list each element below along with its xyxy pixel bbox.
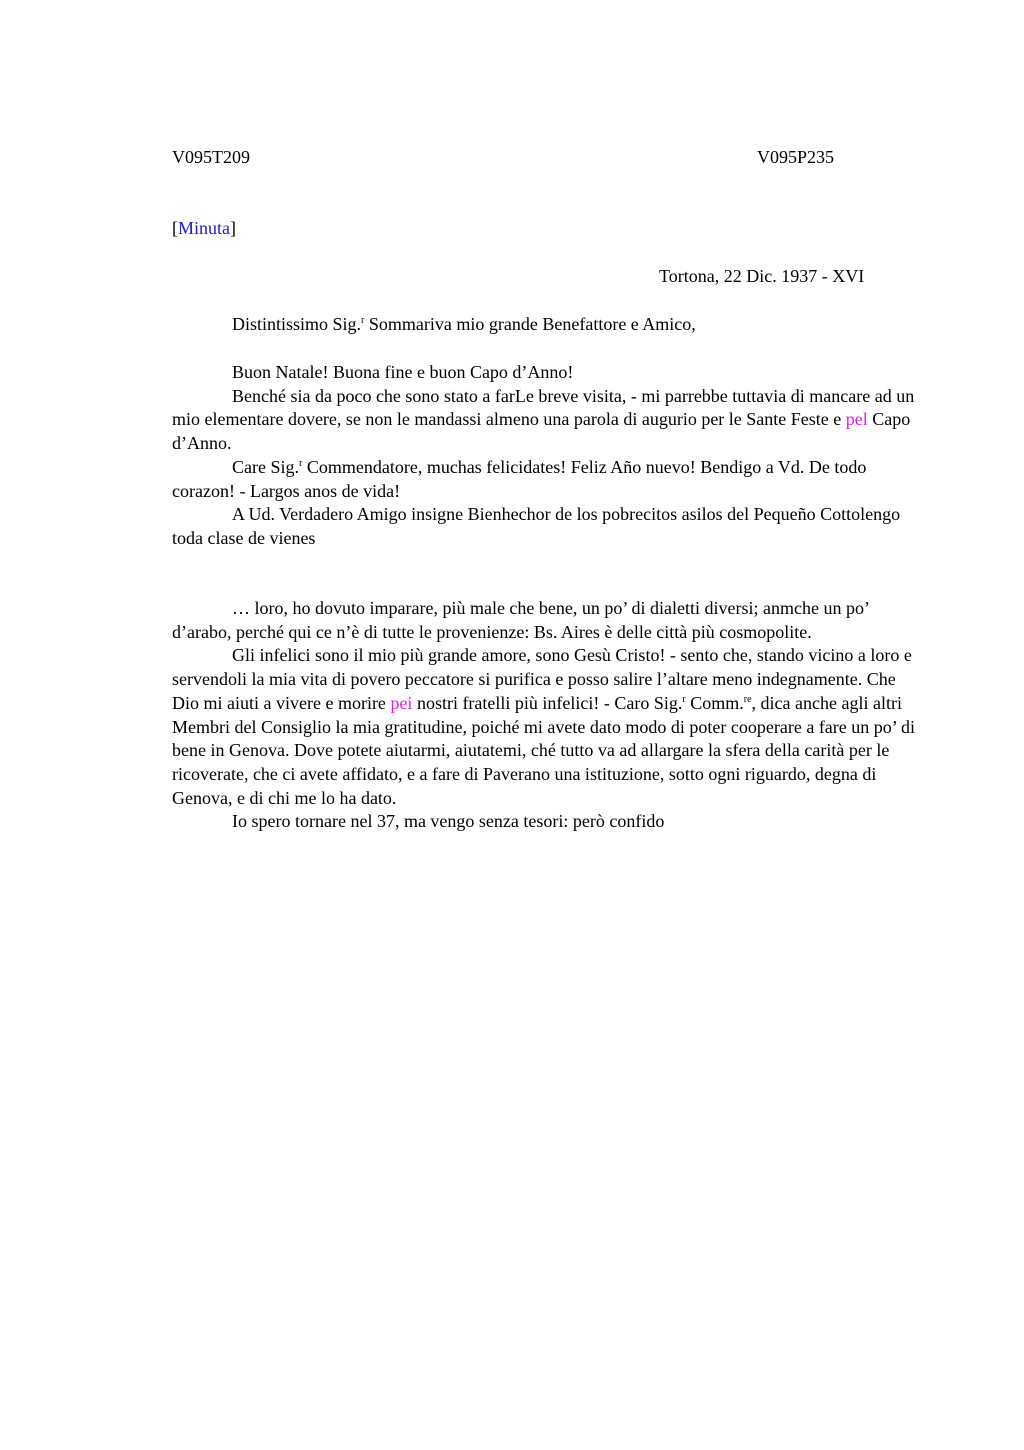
letter-body-part-2 xyxy=(172,597,926,834)
paragraph-5: … loro, ho dovuto imparare, più male che bene, un po’ di dialetti diversi; anmche un po’ d’arabo, perché qui ce n’è di tutte le provenienze: Bs. Aires è delle città più cosmopolite. xyxy=(172,598,869,642)
paragraph-3-text-a: Care Sig. xyxy=(232,456,299,477)
document-code-left: V095T209 xyxy=(172,147,250,167)
salutation-sup: r xyxy=(361,315,365,326)
minuta-open-bracket: [ xyxy=(172,218,178,238)
paragraph-1: Buon Natale! Buona fine e buon Capo d’Anno! xyxy=(232,362,574,382)
paragraph-7: Io spero tornare nel 37, ma vengo senza tesori: però confido xyxy=(232,811,665,832)
minuta-word: Minuta xyxy=(178,218,230,238)
salutation xyxy=(172,313,926,337)
paragraph-6-text-c: Comm. xyxy=(685,692,744,713)
salutation-text-a: Distintissimo Sig. xyxy=(232,314,362,334)
paragraph-6-text-b: nostri fratelli più infelici! - Caro Sig. xyxy=(412,692,683,713)
salutation-text-b: Sommariva mio grande Benefattore e Amico, xyxy=(364,314,696,334)
paragraph-3-sup: r xyxy=(299,457,303,469)
paragraph-2-text-b: Capo d’Anno. xyxy=(172,409,911,454)
paragraph-4: A Ud. Verdadero Amigo insigne Bienhechor de los pobrecitos asilos del Pequeño Cottolengo toda clase de vienes xyxy=(172,504,901,548)
paragraph-3 xyxy=(172,456,926,503)
paragraph-2-text-a: Benché sia da poco che sono stato a farLe breve visita, - mi parrebbe tuttavia di mancare ad un mio elementare dovere, se non le mandassi almeno una parola di augurio per le Sante Feste e xyxy=(172,385,915,430)
paragraph-6-sup-2: re xyxy=(743,693,752,705)
paragraph-3-text-b: Commendatore, muchas felicidates! Feliz Año nuevo! Bendigo a Vd. De todo corazon! - Largos anos de vida! xyxy=(172,456,867,501)
document-code-right: V095P235 xyxy=(757,147,835,167)
paragraph-6-text-d: , dica anche agli altri Membri del Consiglio la mia gratitudine, poiché mi avete dato modo di poter cooperare a fare un po’ di bene in Genova. Dove potete aiutarmi, aiutatemi, ché tutto va ad allargare la sfera della carità per le ricoverate, che ci avete affidato, e a fare di Paverano una istituzione, sotto ogni riguardo, degna di Genova, e di chi me lo ha dato. xyxy=(172,692,915,808)
paragraph-6 xyxy=(172,644,926,810)
minuta-close-bracket: ] xyxy=(230,218,236,238)
paragraph-6-sup-1: r xyxy=(682,693,686,705)
letter-body-part-1 xyxy=(172,361,926,551)
paragraph-2 xyxy=(172,385,926,456)
letter-dateline: Tortona, 22 Dic. 1937 - XVI xyxy=(659,266,865,286)
minuta-label xyxy=(172,218,236,239)
paragraph-6-highlight: pei xyxy=(390,692,413,713)
paragraph-6-text-a: Gli infelici sono il mio più grande amore, sono Gesù Cristo! - sento che, stando vicino a loro e servendoli la mia vita di povero peccatore si purifica e posso salire l’altare meno indegnamente. Che Dio mi aiuti a vivere e morire xyxy=(172,645,912,713)
paragraph-2-highlight: pel xyxy=(845,409,868,430)
